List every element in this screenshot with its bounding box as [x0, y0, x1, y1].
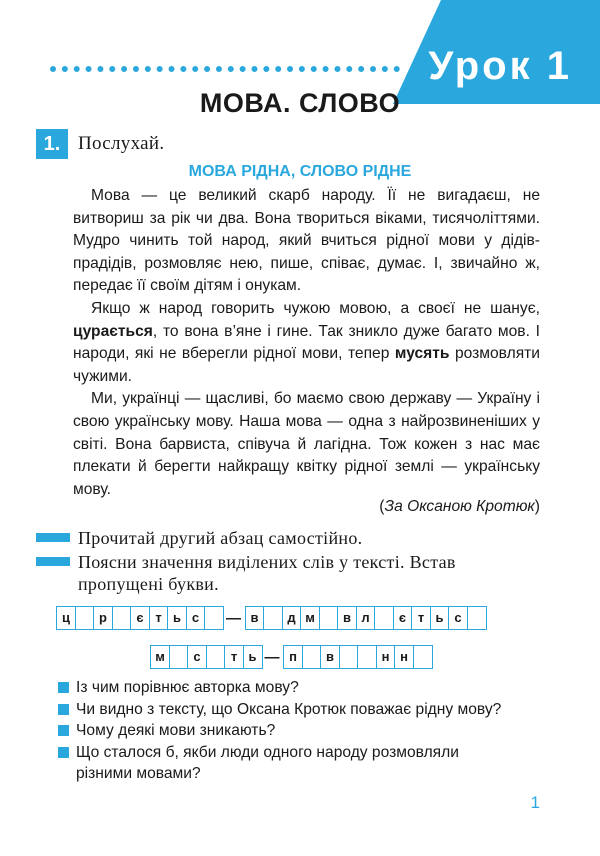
letter-cell: ь — [430, 606, 450, 630]
question-item — [58, 699, 518, 721]
bullet-square-icon — [58, 747, 69, 758]
letter-cell: с — [187, 645, 207, 669]
subtask-2 — [36, 551, 508, 595]
letter-cell: т — [224, 645, 244, 669]
question-text: Із чим порівнює авторка мову? — [76, 679, 299, 696]
blank-letter-cell[interactable] — [302, 645, 322, 669]
bullet-square-icon — [58, 682, 69, 693]
letter-cell: м — [300, 606, 320, 630]
letter-cell: д — [282, 606, 302, 630]
paragraph-segment: Ми, українці — щасливі, бо маємо свою державу — Україну і свою українську мову. Наша мова — одна з найрозвиненіших у світі. Вона барвиста, співуча й лагідна. Тож кожен з нас має плекати й берегти найкращу квітку рідної землі — українську мову. — [73, 390, 540, 498]
blank-letter-cell[interactable] — [75, 606, 95, 630]
letter-cell: с — [186, 606, 206, 630]
author-attribution — [379, 498, 540, 516]
paragraph-2 — [73, 298, 540, 388]
subtask-marker — [36, 557, 70, 566]
page-number: 1 — [530, 793, 540, 812]
blank-letter-cell[interactable] — [112, 606, 132, 630]
blank-letter-cell[interactable] — [374, 606, 394, 630]
letter-cell: н — [376, 645, 396, 669]
letter-cell: т — [149, 606, 169, 630]
author-name: За Оксаною Кротюк — [384, 498, 535, 515]
dotted-leader — [50, 66, 400, 72]
paragraph-segment: розмовляти чужими. — [73, 345, 541, 385]
blank-letter-cell[interactable] — [206, 645, 226, 669]
blank-letter-cell[interactable] — [357, 645, 377, 669]
highlighted-word: цурається — [73, 322, 153, 340]
question-item — [58, 742, 518, 785]
highlighted-word: мусять — [394, 345, 450, 363]
author-close-paren: ) — [534, 498, 540, 515]
puzzle-dash: — — [264, 648, 280, 666]
blank-letter-cell[interactable] — [169, 645, 189, 669]
question-text: Що сталося б, якби люди одного народу розмовляли різними мовами? — [76, 743, 459, 782]
author-open-paren: ( — [379, 498, 385, 515]
letter-cell: в — [320, 645, 340, 669]
blank-letter-cell[interactable] — [319, 606, 339, 630]
subtask-1 — [36, 527, 508, 549]
task-number-badge: 1. — [36, 129, 68, 159]
subtask-text: Прочитай другий абзац самостійно. — [78, 528, 363, 548]
question-item — [58, 677, 518, 699]
bullet-square-icon — [58, 725, 69, 736]
blank-letter-cell[interactable] — [467, 606, 487, 630]
question-text: Чи видно з тексту, що Оксана Кротюк поважає рідну мову? — [76, 700, 502, 718]
lesson-label: Урок 1 — [428, 44, 572, 88]
reading-text — [73, 185, 540, 501]
paragraph-segment: , то вона в’яне і гине. Так зникло дуже багато мов. І народи, які не вберегли рідної мови, тепер — [73, 322, 540, 363]
letter-cell: ь — [167, 606, 187, 630]
letter-cell: р — [93, 606, 113, 630]
text-title: МОВА РІДНА, СЛОВО РІДНЕ — [188, 163, 412, 180]
letter-cell: н — [394, 645, 414, 669]
letter-cell: в — [337, 606, 357, 630]
blank-letter-cell[interactable] — [413, 645, 433, 669]
blank-letter-cell[interactable] — [204, 606, 224, 630]
blank-letter-cell[interactable] — [263, 606, 283, 630]
letter-puzzle-row-1 — [56, 606, 485, 630]
paragraph-1 — [73, 185, 540, 298]
page-title: МОВА. СЛОВО — [199, 88, 401, 118]
subtask-text: Поясни значення виділених слів у тексті. Встав пропущені букви. — [78, 552, 456, 594]
letter-cell: в — [245, 606, 265, 630]
letter-cell: л — [356, 606, 376, 630]
letter-cell: є — [130, 606, 150, 630]
question-text: Чому деякі мови зникають? — [76, 722, 276, 739]
question-list — [58, 677, 518, 785]
puzzle-dash: — — [226, 609, 241, 627]
paragraph-segment: Якщо ж народ говорить чужою мовою, а своєї не шанує, — [91, 299, 540, 317]
bullet-square-icon — [58, 704, 69, 715]
letter-puzzle-row-2 — [150, 645, 431, 669]
paragraph-3 — [73, 388, 540, 501]
letter-cell: є — [393, 606, 413, 630]
blank-letter-cell[interactable] — [339, 645, 359, 669]
letter-cell: п — [283, 645, 303, 669]
letter-cell: с — [448, 606, 468, 630]
letter-cell: т — [411, 606, 431, 630]
subtask-marker — [36, 533, 70, 542]
task-instruction: Послухай. — [78, 133, 165, 154]
question-item — [58, 720, 518, 742]
letter-cell: м — [150, 645, 170, 669]
paragraph-segment: Мова — це великий скарб народу. Її не вигадаєш, не витвориш за рік чи два. Вона твориться віками, тисячоліттями. Мудро чинить той народ, який вчиться рідної мови у дідів-прадідів, розмовляє нею, пише, співає, думає. І, звичайно ж, передає її своїм дітям і онукам. — [73, 187, 540, 295]
letter-cell: ь — [243, 645, 263, 669]
letter-cell: ц — [56, 606, 76, 630]
